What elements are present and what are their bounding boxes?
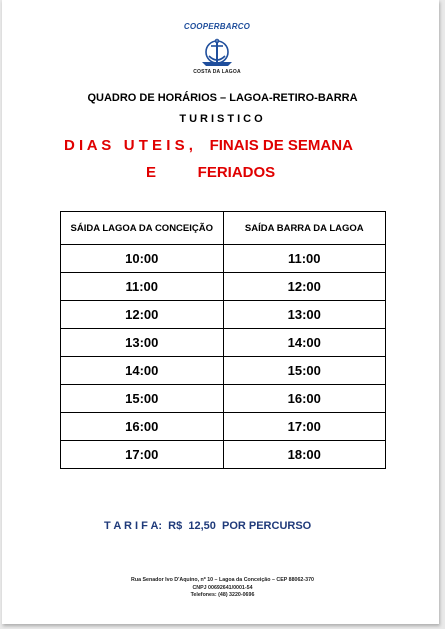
logo-subtitle: COSTA DA LAGOA <box>193 69 241 75</box>
departure-lagoa: 17:00 <box>61 441 224 469</box>
departure-lagoa: 16:00 <box>61 413 224 441</box>
footer-cnpj: CNPJ 00692641/0001-54 <box>192 584 253 591</box>
column-header-barra: SAÍDA BARRA DA LAGOA <box>223 212 386 245</box>
fare-label: T A R I F A: <box>104 520 163 532</box>
table-row <box>61 329 386 357</box>
departure-lagoa: 11:00 <box>61 273 224 301</box>
table-row <box>61 385 386 413</box>
departure-barra: 15:00 <box>223 357 386 385</box>
document-page <box>2 0 439 624</box>
departure-barra: 18:00 <box>223 441 386 469</box>
departure-lagoa: 15:00 <box>61 385 224 413</box>
schedule-table <box>60 211 386 469</box>
table-row <box>61 413 386 441</box>
footer <box>2 577 443 600</box>
fare-value: R$ 12,50 POR PERCURSO <box>168 520 312 532</box>
schedule-title: QUADRO DE HORÁRIOS – LAGOA-RETIRO-BARRA <box>87 92 358 104</box>
cooperbarco-logo <box>180 22 254 80</box>
table-row <box>61 273 386 301</box>
days-heading-line2: E FERIADOS <box>146 164 276 181</box>
logo-name: COOPERBARCO <box>183 22 251 31</box>
departure-barra: 16:00 <box>223 385 386 413</box>
departure-lagoa: 12:00 <box>61 301 224 329</box>
departure-barra: 11:00 <box>223 245 386 273</box>
schedule-subtitle: TURISTICO <box>179 113 266 125</box>
footer-phone: Telefones: (48) 3220-0696 <box>190 592 255 599</box>
table-row <box>61 301 386 329</box>
table-row <box>61 357 386 385</box>
departure-barra: 13:00 <box>223 301 386 329</box>
departure-barra: 14:00 <box>223 329 386 357</box>
column-header-lagoa: SÁIDA LAGOA DA CONCEIÇÃO <box>61 212 224 245</box>
departure-barra: 12:00 <box>223 273 386 301</box>
footer-address: Rua Senador Ivo D'Aquino, nº 10 – Lagoa da Conceição – CEP 88062-370 <box>131 577 314 583</box>
departure-lagoa: 13:00 <box>61 329 224 357</box>
departure-lagoa: 10:00 <box>61 245 224 273</box>
table-row <box>61 245 386 273</box>
departure-lagoa: 14:00 <box>61 357 224 385</box>
departure-barra: 17:00 <box>223 413 386 441</box>
days-heading-line1: D I A S U T E I S , FINAIS DE SEMANA <box>64 137 353 154</box>
fare-line <box>104 520 311 532</box>
table-row <box>61 441 386 469</box>
table-header-row <box>61 212 386 245</box>
